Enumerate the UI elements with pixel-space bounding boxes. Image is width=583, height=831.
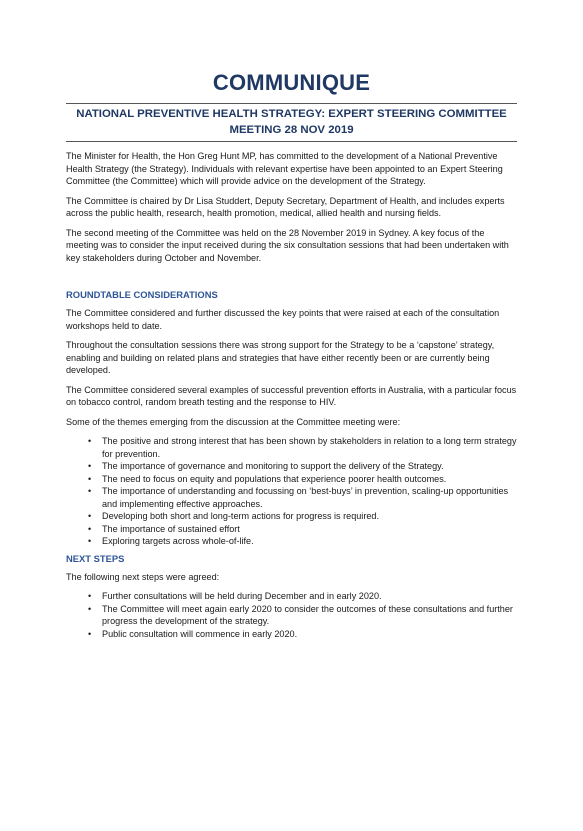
bullet-icon: •	[88, 473, 92, 484]
paragraph: The second meeting of the Committee was held on the 28 November 2019 in Sydney. A key focus of the meeting was to consider the input received during the six consultation sessions that had been undertaken with key stakeholders during October and November.	[66, 227, 509, 263]
list-item-text: The importance of understanding and focussing on ‘best-buys’ in prevention, scaling-up opportunities and implementing effective approaches.	[102, 486, 509, 509]
section-heading: ROUNDTABLE CONSIDERATIONS	[66, 289, 218, 300]
list-item-text: Developing both short and long-term actions for progress is required.	[102, 511, 379, 521]
subtitle-line: NATIONAL PREVENTIVE HEALTH STRATEGY: EXPERT STEERING COMMITTEE	[76, 108, 507, 120]
list-item	[88, 628, 517, 641]
bullet-icon: •	[88, 591, 92, 601]
list-item-text: Further consultations will be held during December and in early 2020.	[102, 591, 382, 601]
section-heading: NEXT STEPS	[66, 552, 125, 564]
subtitle-line: MEETING 28 NOV 2019	[229, 124, 354, 136]
paragraph: The Committee considered and further discussed the key points that were raised at each of the consultation workshops held to date.	[66, 308, 500, 331]
bullet-list	[66, 435, 517, 548]
roundtable-section	[66, 289, 517, 548]
next-steps-section	[66, 553, 517, 641]
list-item	[88, 485, 517, 510]
bullet-icon: •	[88, 461, 92, 471]
paragraph: Some of the themes emerging from the discussion at the Committee meeting were:	[66, 416, 401, 427]
bullet-icon: •	[88, 436, 92, 446]
list-item-text: Exploring targets across whole-of-life.	[102, 536, 254, 546]
list-item	[88, 535, 517, 548]
list-item	[88, 435, 517, 460]
document-page	[66, 0, 517, 645]
list-item	[88, 473, 517, 486]
paragraph: The Committee is chaired by Dr Lisa Studdert, Deputy Secretary, Department of Health, and includes experts across the public health, research, health promotion, medical, allied health and nursing fields.	[66, 195, 505, 218]
list-item-text: Public consultation will commence in early 2020.	[102, 628, 298, 639]
bullet-icon: •	[88, 628, 92, 639]
bullet-icon: •	[88, 486, 92, 496]
list-item	[88, 590, 517, 603]
list-item-text: The need to focus on equity and populations that experience poorer health outcomes.	[102, 473, 447, 484]
list-item-text: The importance of sustained effort	[102, 523, 240, 534]
page-title: COMMUNIQUE	[212, 70, 371, 95]
list-item-text: The importance of governance and monitoring to support the delivery of the Strategy.	[102, 461, 444, 471]
paragraph: The Committee considered several examples of successful prevention efforts in Australia, with a particular focus on tobacco control, random breath testing and the response to HIV.	[66, 384, 517, 407]
document-subtitle	[66, 103, 517, 142]
list-item	[88, 603, 517, 628]
list-item	[88, 510, 517, 523]
paragraph: Throughout the consultation sessions there was strong support for the Strategy to be a ‘capstone’ strategy, enabling and building on related plans and strategies that have either recently been or are currently being developed.	[66, 340, 495, 375]
bullet-icon: •	[88, 511, 92, 521]
bullet-icon: •	[88, 603, 92, 614]
intro-section	[66, 150, 517, 264]
list-item-text: The Committee will meet again early 2020 to consider the outcomes of these consultations and further progress the development of the strategy.	[102, 603, 513, 626]
bullet-list	[66, 590, 517, 640]
bullet-icon: •	[88, 536, 92, 546]
list-item	[88, 460, 517, 473]
list-item	[88, 523, 517, 536]
paragraph: The Minister for Health, the Hon Greg Hunt MP, has committed to the development of a National Preventive Health Strategy (the Strategy). Individuals with relevant expertise have been appointed to an Expert Steering Committee (the Committee) which will provide advice on the development of the Strategy.	[66, 151, 503, 186]
paragraph: The following next steps were agreed:	[66, 571, 220, 582]
bullet-icon: •	[88, 523, 92, 534]
list-item-text: The positive and strong interest that has been shown by stakeholders in relation to a long term strategy for prevention.	[102, 436, 517, 459]
